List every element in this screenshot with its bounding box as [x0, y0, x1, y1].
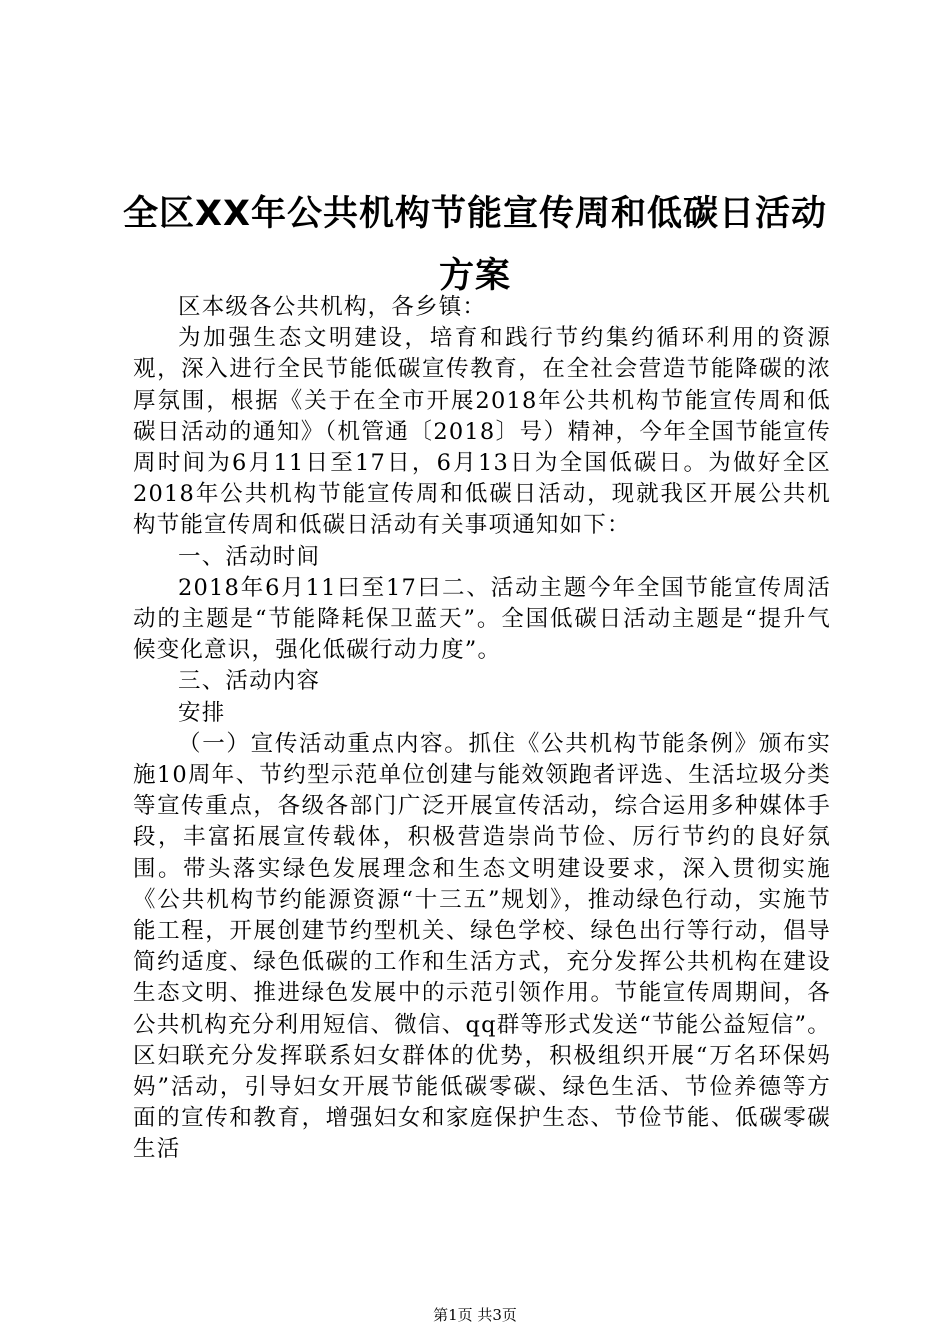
section-heading-arrangement: 安排 [178, 699, 226, 726]
content-paragraph: （一）宣传活动重点内容。抓住《公共机构节能条例》颁布实施10周年、节约型示范单位创建与能效领跑者评选、生活垃圾分类等宣传重点，各级各部门广泛开展宣传活动，综合运用多种媒体手段，丰富拓展宣传载体，积极营造崇尚节俭、厉行节约的良好氛围。带头落实绿色发展理念和生态文明建设要求，深入贯彻实施《公共机构节约能源资源“十三五”规划》，推动绿色行动，实施节能工程，开展创建节约型机关、绿色学校、绿色出行等行动，倡导简约适度、绿色低碳的工作和生活方式，充分发挥公共机构在建设生态文明、推进绿色发展中的示范引领作用。节能宣传周期间，各公共机构充分利用短信、微信、qq群等形式发送“节能公益短信”。区妇联充分发挥联系妇女群体的优势，积极组织开展“万名环保妈妈”活动，引导妇女开展节能低碳零碳、绿色生活、节俭养德等方面的宣传和教育，增强妇女和家庭保护生态、节俭节能、低碳零碳生活 [133, 730, 831, 1163]
page-footer: 第1页 共3页 [433, 1306, 517, 1324]
salutation: 区本级各公共机构，各乡镇： [178, 294, 487, 320]
section-heading-time: 一、活动时间 [178, 543, 321, 570]
section-heading-content: 三、活动内容 [178, 668, 321, 695]
intro-paragraph: 为加强生态文明建设，培育和践行节约集约循环利用的资源观，深入进行全民节能低碳宣传教育，在全社会营造节能降碳的浓厚氛围，根据《关于在全市开展2018年公共机构节能宣传周和低碳日活动的通知》（机管通〔2018〕号）精神，今年全国节能宣传周时间为6月11日至17日，6月13日为全国低碳日。为做好全区2018年公共机构节能宣传周和低碳日活动，现就我区开展公共机构节能宣传周和低碳日活动有关事项通知如下： [133, 325, 831, 539]
document-title-line-2: 方案 [438, 256, 511, 296]
document-title-line-1: 全区XX年公共机构节能宣传周和低碳日活动 [123, 194, 827, 234]
time-theme-paragraph: 2018年6月11曰至17曰二、活动主题今年全国节能宣传周活动的主题是“节能降耗保卫蓝天”。全国低碳日活动主题是“提升气候变化意识，强化低碳行动力度”。 [133, 574, 831, 664]
document-body [133, 292, 831, 1166]
